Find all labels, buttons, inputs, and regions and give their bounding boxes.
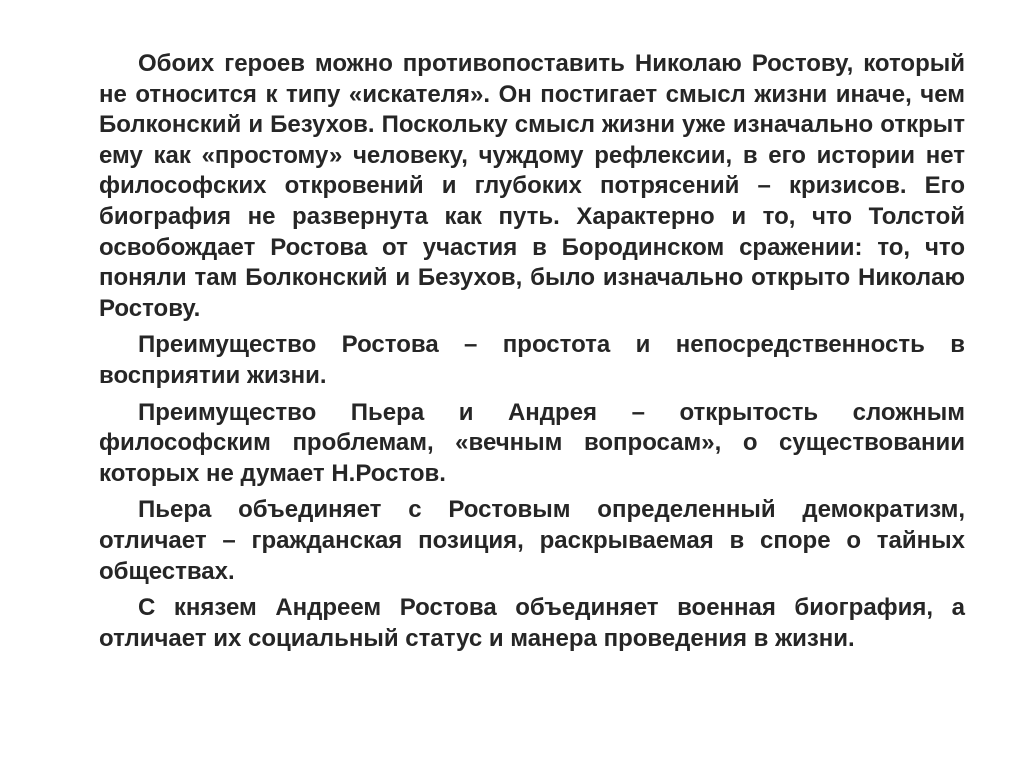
- paragraph-pierre-andrei-advantage: Преимущество Пьера и Андрея – открытость сложным философским проблемам, «вечным вопросам», о существовании которых не думает Н.Ростов.: [99, 398, 965, 487]
- paragraph-rostov-contrast: Обоих героев можно противопоставить Николаю Ростову, который не относится к типу «искателя». Он постигает смысл жизни иначе, чем Болконский и Безухов. Поскольку смысл жизни уже изначально открыт ему как «простому» человеку, чуждому рефлексии, в его истории нет философских откровений и глубоких потрясений – кризисов. Его биография не развернута как путь. Характерно и то, что Толстой освобождает Ростова от участия в Бородинском сражении: то, что поняли там Болконский и Безухов, было изначально открыто Николаю Ростову.: [99, 50, 965, 322]
- text-block: [99, 49, 965, 660]
- paragraph-pierre-comparison: Пьера объединяет с Ростовым определенный демократизм, отличает – гражданская позиция, раскрываемая в споре о тайных обществах.: [99, 496, 965, 585]
- paragraph-andrei-comparison: С князем Андреем Ростова объединяет военная биография, а отличает их социальный статус и манера проведения в жизни.: [99, 594, 965, 652]
- paragraph-rostov-advantage: Преимущество Ростова – простота и непосредственность в восприятии жизни.: [99, 331, 965, 389]
